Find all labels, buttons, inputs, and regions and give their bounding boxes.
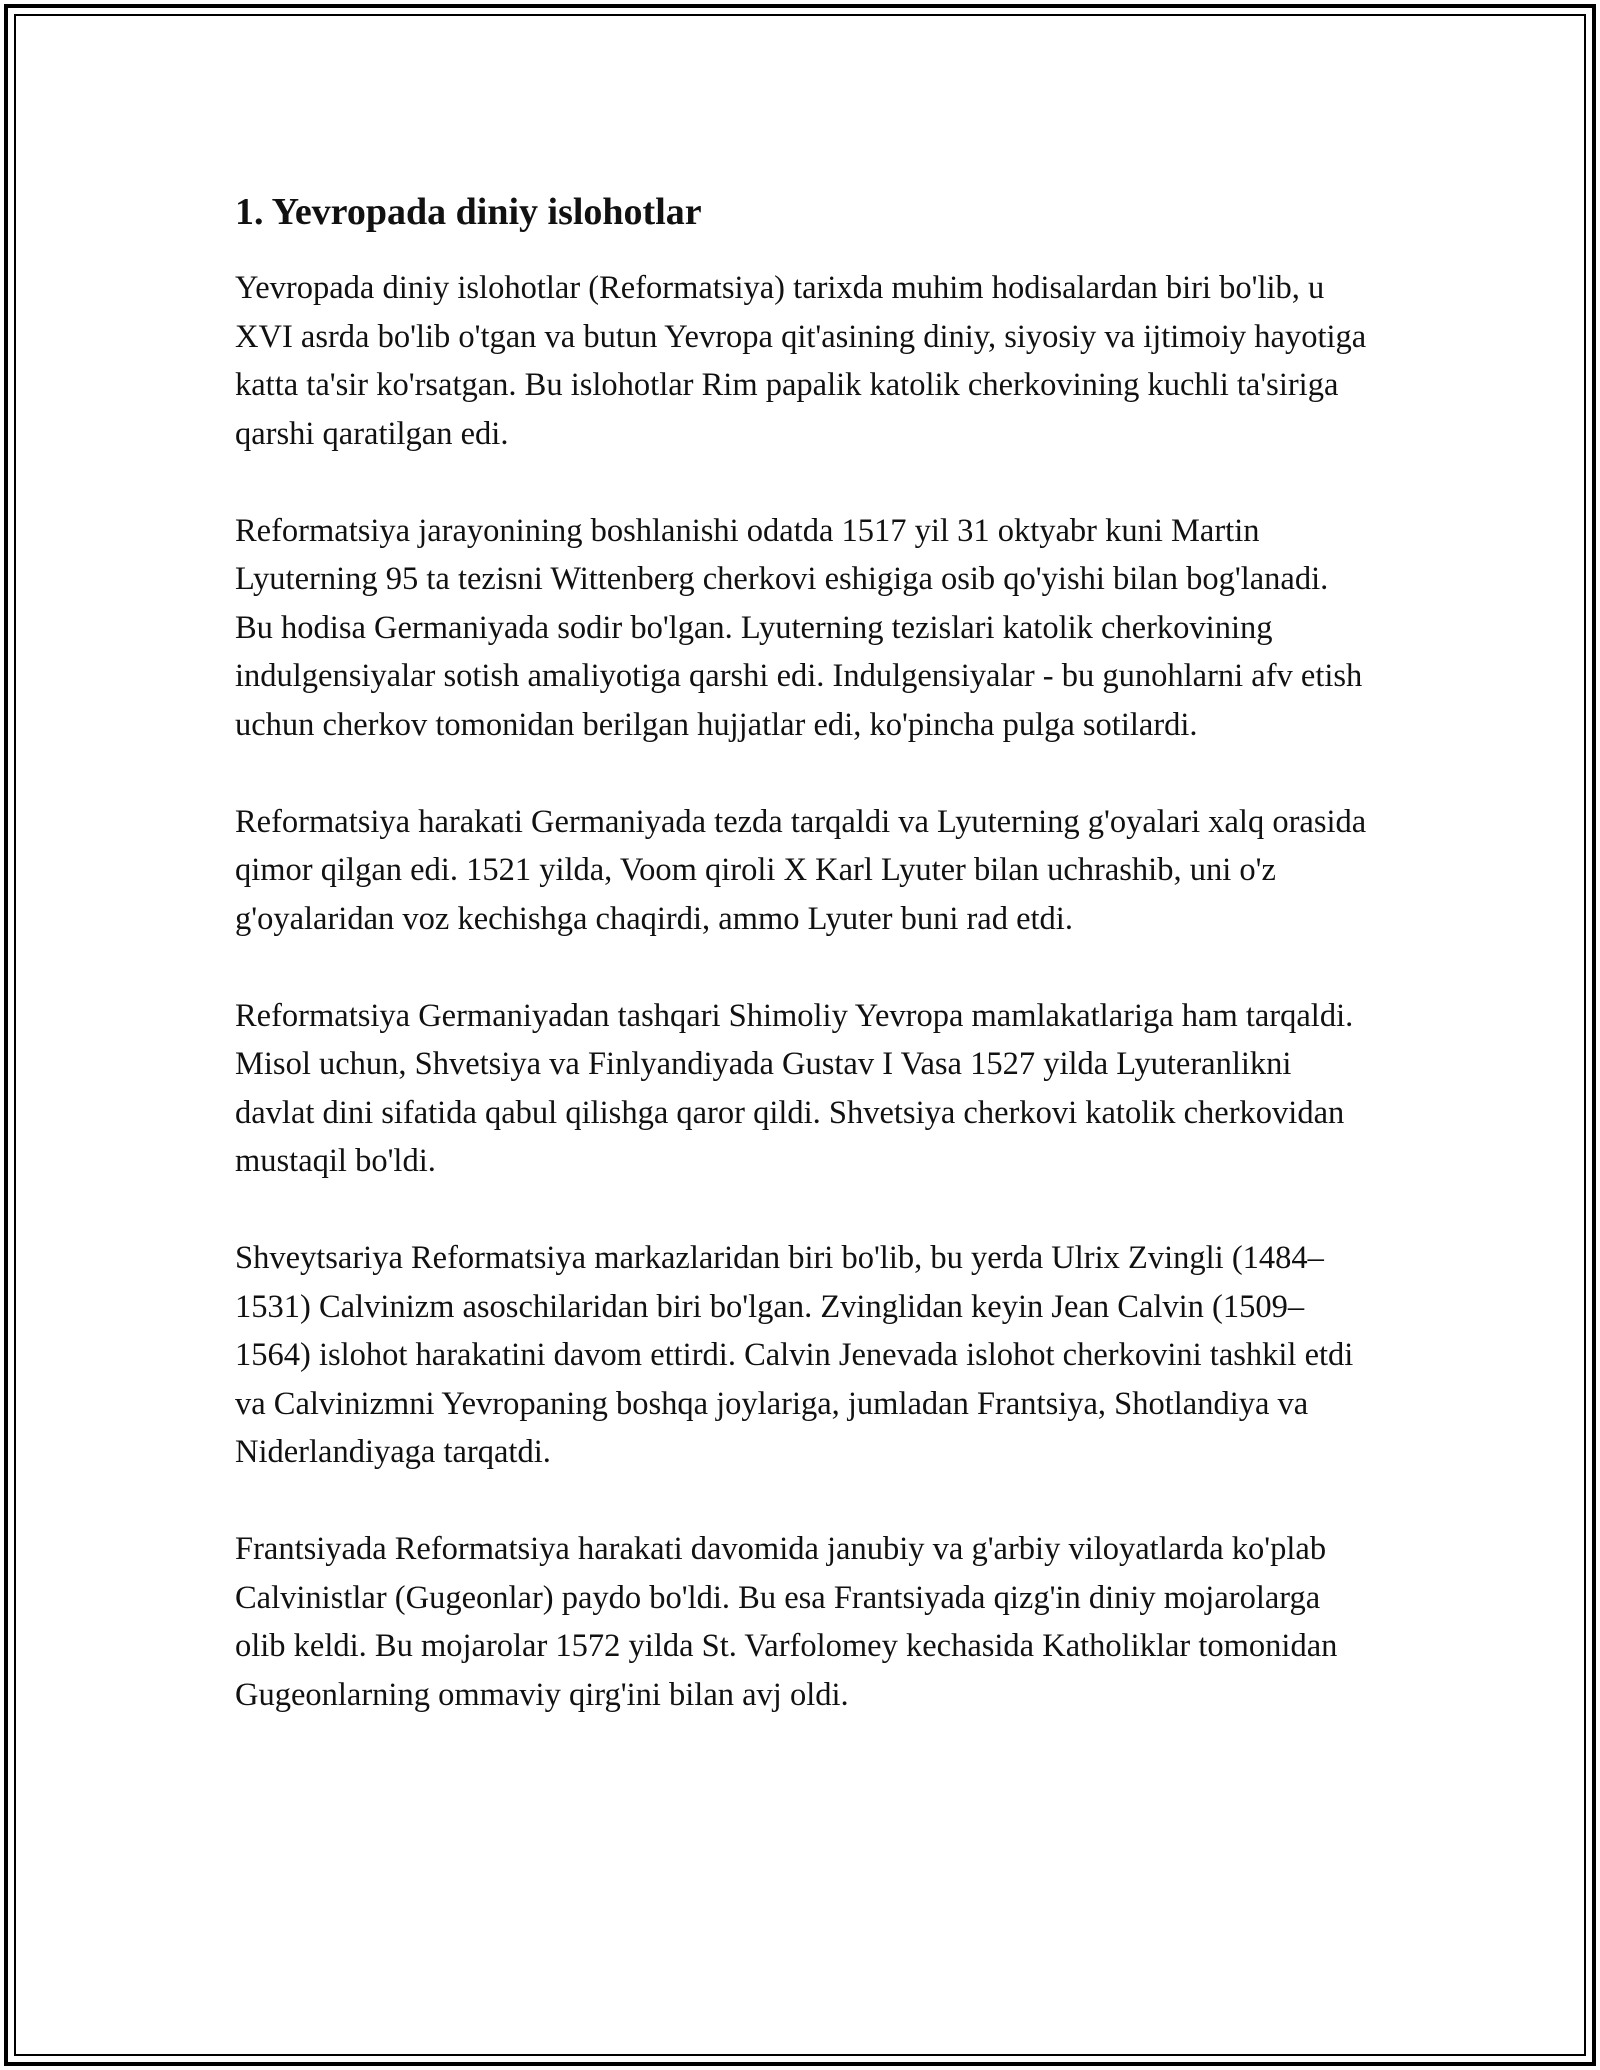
paragraph-northern-europe: Reformatsiya Germaniyadan tashqari Shimoliy Yevropa mamlakatlariga ham tarqaldi. Misol uchun, Shvetsiya va Finlyandiyada Gustav I Vasa 1527 yilda Lyuteranlikni davlat dini sifatida qabul qilishga qaror qildi. Shvetsiya cherkovi katolik cherkovidan mustaqil bo'ldi.: [235, 997, 1354, 1179]
paragraph-france: Frantsiyada Reformatsiya harakati davomida janubiy va g'arbiy viloyatlarda ko'plab Calvinistlar (Gugeonlar) paydo bo'ldi. Bu esa Frantsiyada qizg'in diniy mojarolarga olib keldi. Bu mojarolar 1572 yilda St. Varfolomey kechasida Katholiklar tomonidan Gugeonlarning ommaviy qirg'ini bilan avj oldi.: [235, 1531, 1338, 1713]
document-body: [235, 186, 1370, 1768]
section-heading: 1. Yevropada diniy islohotlar: [235, 191, 702, 233]
paragraph-intro: Yevropada diniy islohotlar (Reformatsiya) tarixda muhim hodisalardan biri bo'lib, u XVI asrda bo'lib o'tgan va butun Yevropa qit'asining diniy, siyosiy va ijtimoiy hayotiga katta ta'sir ko'rsatgan. Bu islohotlar Rim papalik katolik cherkovining kuchli ta'siriga qarshi qaratilgan edi.: [235, 270, 1367, 452]
paragraph-switzerland: Shveytsariya Reformatsiya markazlaridan biri bo'lib, bu yerda Ulrix Zvingli (1484–1531) Calvinizm asoschilaridan biri bo'lgan. Zvinglidan keyin Jean Calvin (1509–1564) islohot harakatini davom ettirdi. Calvin Jenevada islohot cherkovini tashkil etdi va Calvinizmni Yevropaning boshqa joylariga, jumladan Frantsiya, Shotlandiya va Niderlandiyaga tarqatdi.: [235, 1240, 1354, 1470]
paragraph-luther-theses: Reformatsiya jarayonining boshlanishi odatda 1517 yil 31 oktyabr kuni Martin Lyuterning 95 ta tezisni Wittenberg cherkovi eshigiga osib qo'yishi bilan bog'lanadi. Bu hodisa Germaniyada sodir bo'lgan. Lyuterning tezislari katolik cherkovining indulgensiyalar sotish amaliyotiga qarshi edi. Indulgensiyalar - bu gunohlarni afv etish uchun cherkov tomonidan berilgan hujjatlar edi, ko'pincha pulga sotilardi.: [235, 512, 1363, 743]
paragraph-germany-spread: Reformatsiya harakati Germaniyada tezda tarqaldi va Lyuterning g'oyalari xalq orasida qimor qilgan edi. 1521 yilda, Voom qiroli X Karl Lyuter bilan uchrashib, uni o'z g'oyalaridan voz kechishga chaqirdi, ammo Lyuter buni rad etdi.: [235, 803, 1367, 937]
